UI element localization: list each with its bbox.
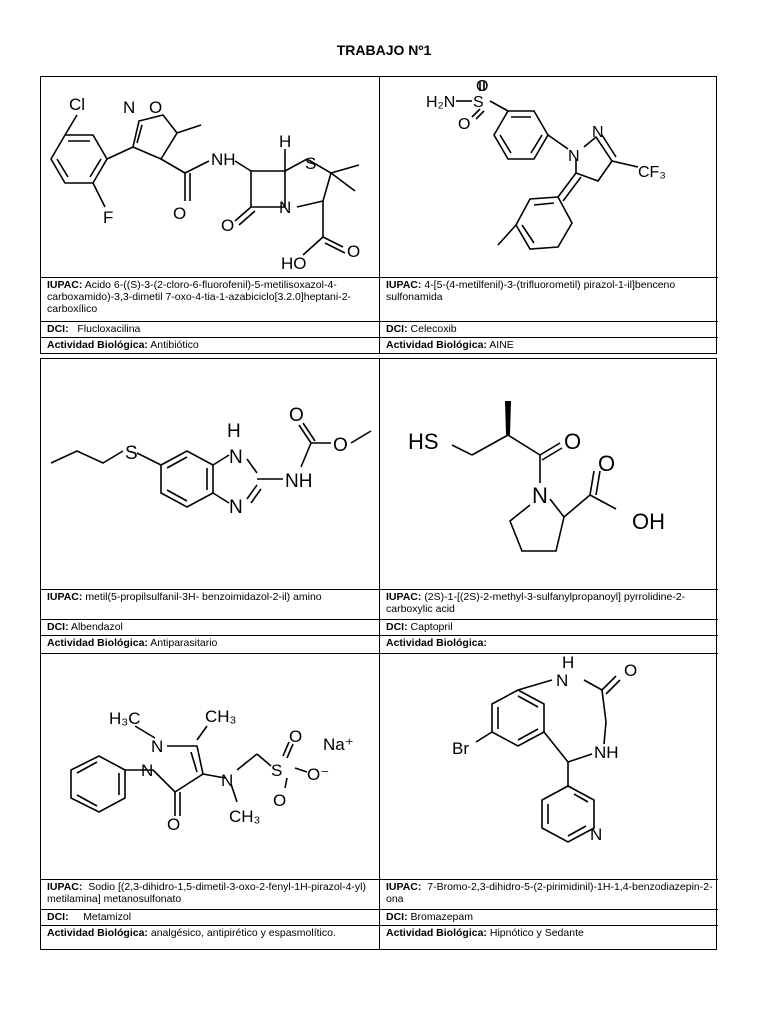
atom-label: Na⁺	[323, 735, 354, 754]
actividad-row	[41, 337, 379, 355]
atom-label: O	[173, 204, 187, 223]
dci-row	[380, 321, 718, 337]
actividad-label: Actividad Biológica:	[386, 637, 487, 649]
atom-label: O	[167, 815, 181, 834]
atom-label: O	[289, 405, 304, 426]
atom-label: N	[229, 497, 243, 518]
structure-bromazepam	[380, 653, 718, 879]
atom-label: CH₃	[205, 707, 237, 726]
dci-label: DCI:	[386, 621, 408, 633]
iupac-row	[380, 589, 718, 619]
atom-label: NH	[285, 471, 313, 492]
atom-label: N	[532, 483, 548, 508]
atom-label: S	[125, 443, 138, 464]
atom-label: HO	[281, 254, 307, 273]
structure-captopril	[380, 359, 718, 589]
atom-label: N	[229, 447, 243, 468]
actividad-value: Antibiótico	[150, 339, 199, 351]
atom-label: N	[592, 124, 604, 141]
actividad-label: Actividad Biológica:	[47, 927, 148, 939]
actividad-label: Actividad Biológica:	[47, 339, 148, 351]
iupac-label: IUPAC:	[47, 279, 83, 291]
atom-label: O	[221, 216, 235, 235]
dci-value: Bromazepam	[410, 911, 473, 923]
atom-label: O	[598, 451, 616, 476]
flucloxacilina-diagram	[41, 77, 379, 277]
celecoxib-diagram	[380, 77, 718, 277]
atom-label: Cl	[69, 95, 86, 114]
atom-label: N	[590, 825, 603, 844]
iupac-label: IUPAC:	[386, 881, 422, 893]
atom-label: O	[564, 429, 582, 454]
atom-label: H	[279, 132, 292, 151]
compound-table-1	[40, 76, 717, 354]
actividad-row	[380, 635, 718, 653]
atom-label: CH₃	[229, 807, 261, 826]
structure-metamizol	[41, 653, 379, 879]
iupac-value: 4-[5-(4-metilfenil)-3-(trifluorometil) pirazol-1-il]benceno sulfonamida	[386, 279, 676, 303]
atom-label: NH	[594, 743, 619, 762]
iupac-value: metil(5-propilsulfanil-3H- benzoimidazol-2-il) amino	[85, 591, 322, 603]
cell-albendazol-metamizol	[41, 359, 379, 949]
dci-value: Flucloxacilina	[77, 323, 141, 335]
actividad-value: Antiparasitario	[150, 637, 218, 649]
atom-label: O	[149, 98, 163, 117]
dci-label: DCI:	[47, 911, 69, 923]
dci-label: DCI:	[47, 621, 69, 633]
atom-label: N	[221, 771, 234, 790]
iupac-value: Sodio [(2,3-dihidro-1,5-dimetil-3-oxo-2-fenyl-1H-pirazol-4-yl) metilamina] metanosulfonato	[47, 881, 366, 905]
atom-label: S	[305, 154, 317, 173]
atom-label: O	[333, 435, 348, 456]
atom-label: H₂N	[426, 94, 456, 111]
cell-flucloxacilina	[41, 77, 379, 353]
iupac-row	[41, 879, 379, 909]
cell-captopril-bromazepam	[379, 359, 718, 949]
dci-label: DCI:	[386, 323, 408, 335]
atom-label: OH	[632, 509, 665, 534]
actividad-label: Actividad Biológica:	[47, 637, 148, 649]
iupac-row	[380, 277, 718, 321]
bromazepam-diagram	[380, 654, 718, 880]
dci-row	[41, 909, 379, 925]
dci-row	[41, 321, 379, 337]
atom-label: HS	[408, 429, 439, 454]
iupac-value: (2S)-1-[(2S)-2-methyl-3-sulfanylpropanoyl] pyrrolidine-2-carboxylic acid	[386, 591, 686, 615]
dci-value: Metamizol	[83, 911, 132, 923]
atom-label: N	[568, 148, 580, 165]
metamizol-diagram	[41, 654, 379, 880]
page-title: TRABAJO Nº1	[336, 42, 432, 58]
atom-label: N	[279, 198, 292, 217]
iupac-label: IUPAC:	[386, 279, 422, 291]
atom-label: H₃C	[109, 709, 141, 728]
compound-table-2	[40, 358, 717, 950]
atom-label: O⁻	[307, 765, 330, 784]
cell-celecoxib	[379, 77, 718, 353]
atom-label: H	[227, 421, 241, 442]
atom-label: NH	[211, 150, 236, 169]
atom-label: Br	[452, 739, 469, 758]
dci-row	[380, 619, 718, 635]
actividad-row	[41, 635, 379, 653]
actividad-row	[380, 337, 718, 355]
actividad-value: analgésico, antipirético y espasmolítico.	[150, 927, 336, 939]
dci-label: DCI:	[386, 911, 408, 923]
dci-value: Albendazol	[70, 621, 123, 633]
actividad-value: Hipnótico y Sedante	[489, 927, 584, 939]
actividad-value: AINE	[489, 339, 514, 351]
iupac-label: IUPAC:	[386, 591, 422, 603]
dci-label: DCI:	[47, 323, 69, 335]
iupac-label: IUPAC:	[47, 591, 83, 603]
atom-label: O	[289, 727, 303, 746]
atom-label: N	[141, 761, 154, 780]
actividad-label: Actividad Biológica:	[386, 339, 487, 351]
atom-label: F	[103, 208, 114, 227]
iupac-row	[380, 879, 718, 909]
dci-row	[380, 909, 718, 925]
atom-label: CF₃	[638, 164, 666, 181]
captopril-diagram	[380, 359, 718, 589]
atom-label: O	[458, 116, 471, 133]
iupac-row	[41, 589, 379, 619]
iupac-label: IUPAC:	[47, 881, 83, 893]
structure-celecoxib	[380, 77, 718, 277]
atom-label: O	[347, 242, 361, 261]
atom-label: O	[476, 78, 489, 95]
dci-row	[41, 619, 379, 635]
structure-albendazol	[41, 359, 379, 589]
atom-label: O	[273, 791, 287, 810]
atom-label: N	[556, 671, 569, 690]
atom-label: S	[271, 761, 283, 780]
atom-label: N	[123, 98, 136, 117]
albendazol-diagram	[41, 359, 379, 589]
structure-flucloxacilina	[41, 77, 379, 277]
iupac-value: Acido 6-((S)-3-(2-cloro-6-fluorofenil)-5-metilisoxazol-4-carboxamido)-3,3-dimetil 7-oxo-4-tia-1-azabiciclo[3.2.0]heptani-2- carboxílico	[47, 279, 352, 315]
atom-label: N	[151, 737, 164, 756]
dci-value: Celecoxib	[410, 323, 457, 335]
actividad-row	[41, 925, 379, 951]
actividad-row	[380, 925, 718, 951]
dci-value: Captopril	[410, 621, 453, 633]
actividad-label: Actividad Biológica:	[386, 927, 487, 939]
atom-label: O	[624, 661, 638, 680]
iupac-row	[41, 277, 379, 321]
atom-label: H	[562, 654, 575, 672]
iupac-value: 7-Bromo-2,3-dihidro-5-(2-pirimidinil)-1H-1,4-benzodiazepin-2-ona	[386, 881, 713, 905]
atom-label: S	[473, 94, 484, 111]
